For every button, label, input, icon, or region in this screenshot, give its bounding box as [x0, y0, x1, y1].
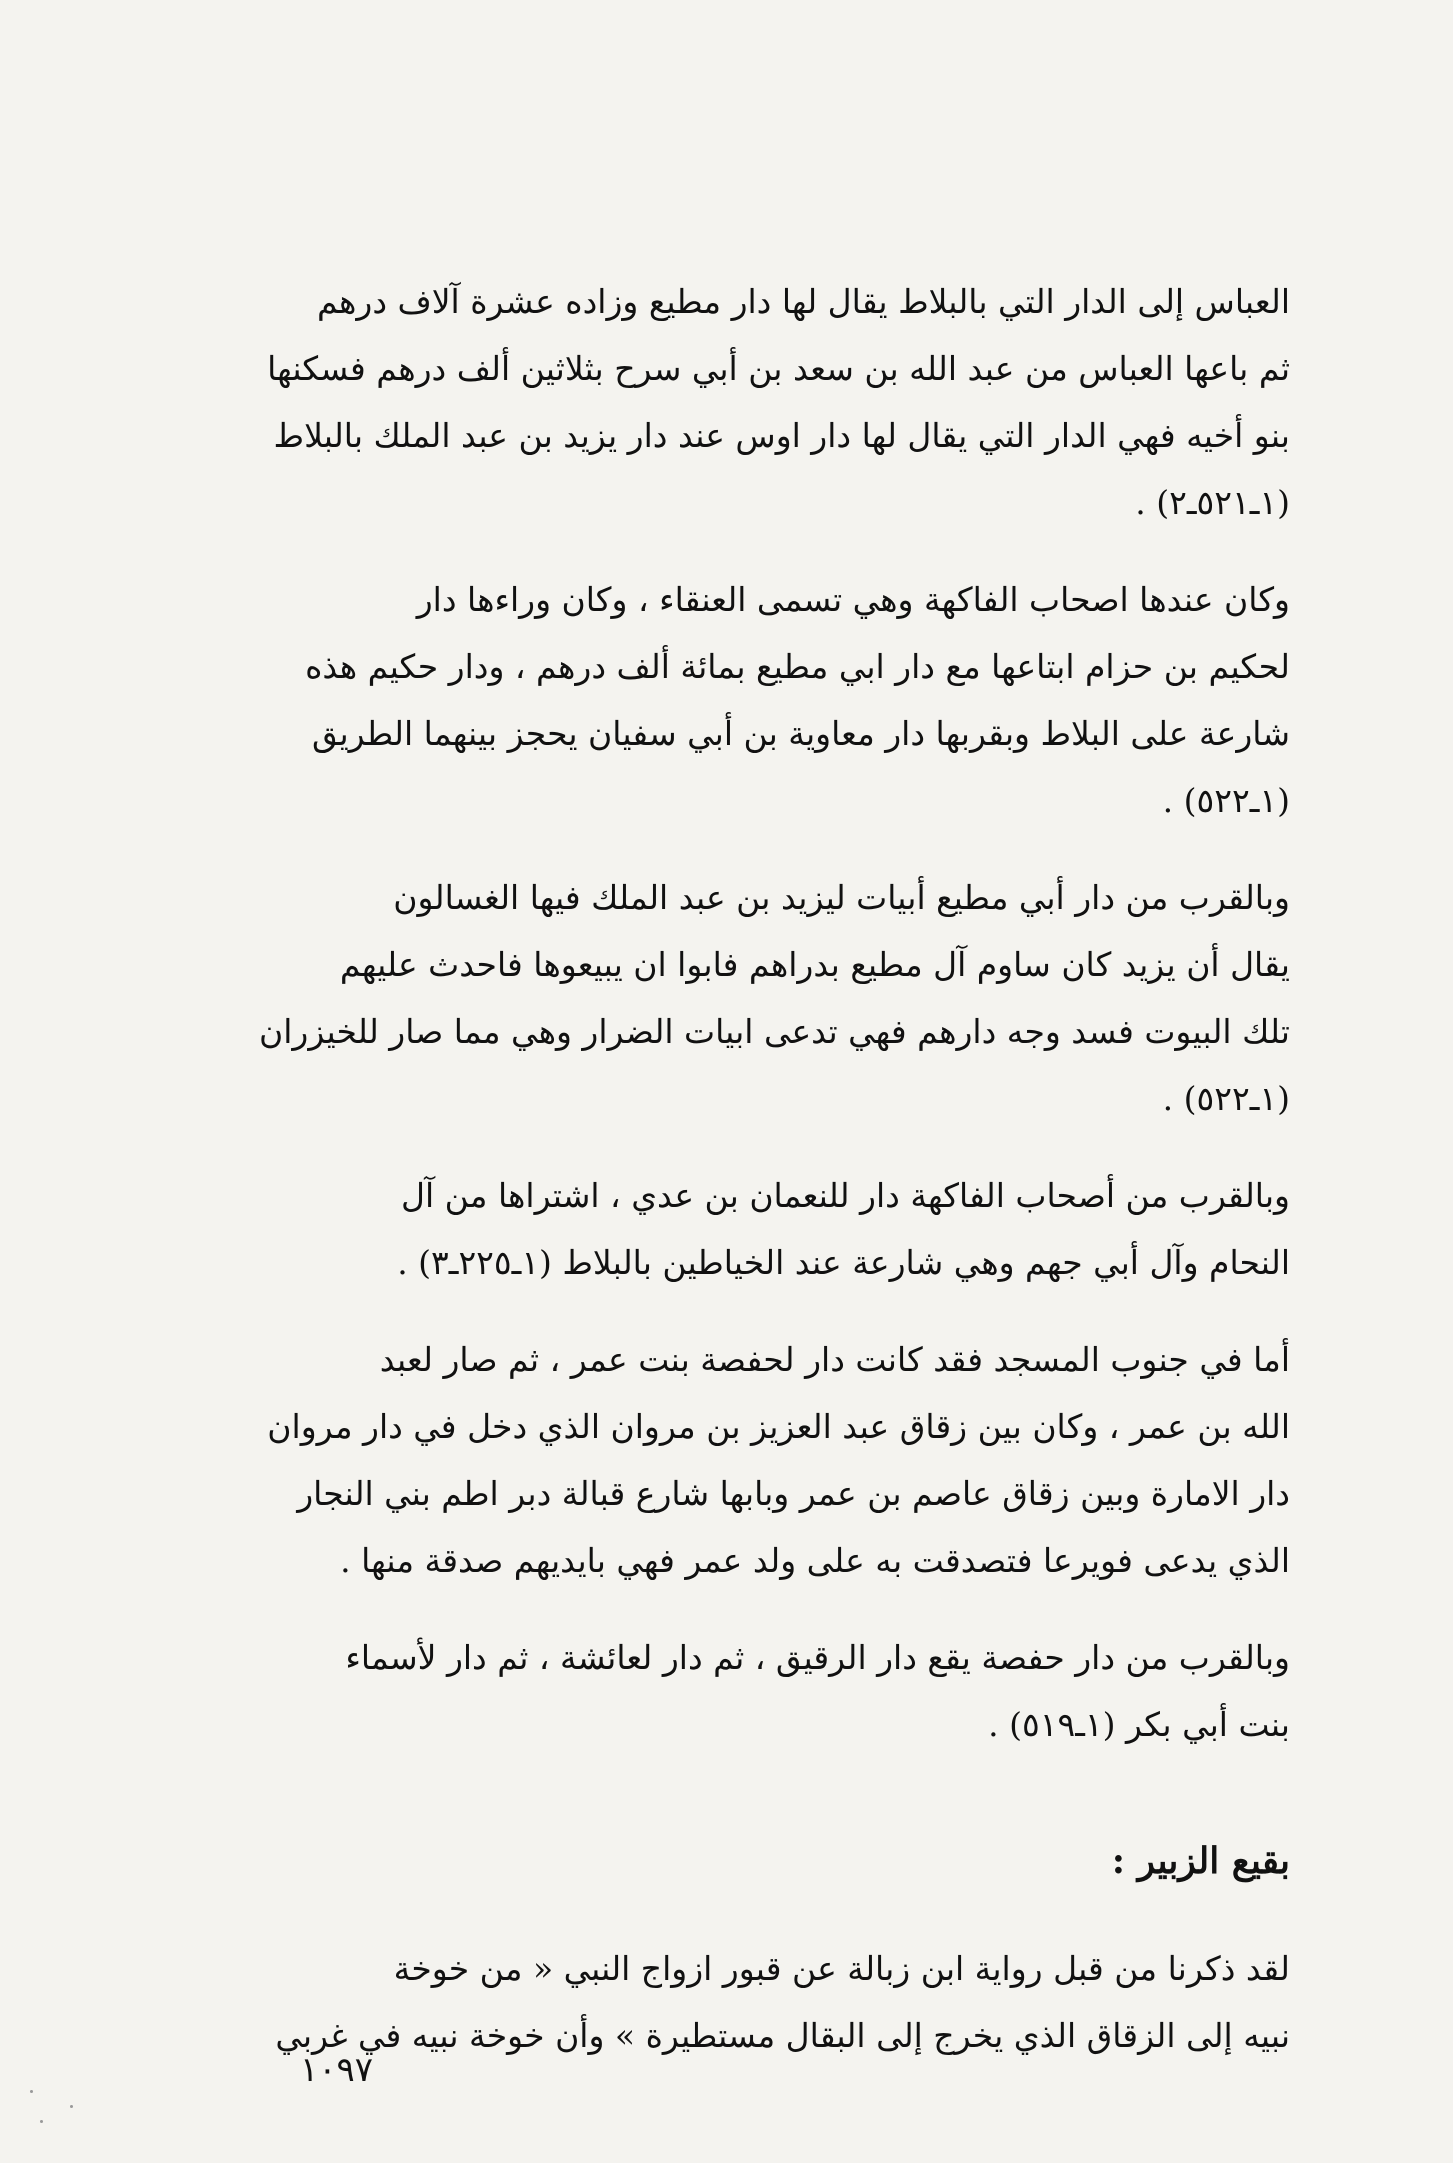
paragraph: [160, 268, 1290, 536]
text-line: بنت أبي بكر (١ـ٥١٩) .: [988, 1705, 1290, 1744]
text-line: ثم باعها العباس من عبد الله بن سعد بن أبي سرح بثلاثين ألف درهم فسكنها: [267, 349, 1290, 388]
scan-speck: [70, 2105, 73, 2108]
paragraph: [160, 1162, 1290, 1296]
text-line: لقد ذكرنا من قبل رواية ابن زبالة عن قبور ازواج النبي « من خوخة: [393, 1949, 1290, 1988]
text-line: لحكيم بن حزام ابتاعها مع دار ابي مطيع بمائة ألف درهم ، ودار حكيم هذه: [305, 647, 1290, 686]
text-line: يقال أن يزيد كان ساوم آل مطيع بدراهم فابوا ان يبيعوها فاحدث عليهم: [339, 945, 1290, 984]
scan-speck: [40, 2120, 43, 2123]
paragraph: [160, 566, 1290, 834]
text-line: (١ـ٥٢١ـ٢) .: [1135, 483, 1290, 522]
text-line: وبالقرب من دار أبي مطيع أبيات ليزيد بن عبد الملك فيها الغسالون: [393, 878, 1290, 917]
text-line: وكان عندها اصحاب الفاكهة وهي تسمى العنقاء ، وكان وراءها دار: [416, 580, 1290, 619]
text-line: النحام وآل أبي جهم وهي شارعة عند الخياطين بالبلاط (١ـ٢٢٥ـ٣) .: [397, 1243, 1290, 1282]
text-line: دار الامارة وبين زقاق عاصم بن عمر وبابها شارع قبالة دبر اطم بني النجار: [297, 1474, 1290, 1513]
paragraph: [160, 864, 1290, 1132]
text-line: الذي يدعى فويرعا فتصدقت به على ولد عمر فهي بايديهم صدقة منها .: [340, 1541, 1290, 1580]
text-line: نبيه إلى الزقاق الذي يخرج إلى البقال مستطيرة » وأن خوخة نبيه في غربي: [275, 2016, 1290, 2055]
paragraph: [160, 1935, 1290, 2069]
text-line: بنو أخيه فهي الدار التي يقال لها دار اوس عند دار يزيد بن عبد الملك بالبلاط: [273, 416, 1290, 455]
text-line: أما في جنوب المسجد فقد كانت دار لحفصة بنت عمر ، ثم صار لعبد: [379, 1340, 1290, 1379]
section-heading: بقيع الزبير :: [1111, 1840, 1290, 1882]
text-line: الله بن عمر ، وكان بين زقاق عبد العزيز بن مروان الذي دخل في دار مروان: [267, 1407, 1290, 1446]
paragraph: [160, 1326, 1290, 1594]
text-line: (١ـ٥٢٢) .: [1162, 781, 1290, 820]
paragraph: [160, 1624, 1290, 1758]
scan-speck: [30, 2090, 33, 2093]
text-line: تلك البيوت فسد وجه دارهم فهي تدعى ابيات الضرار وهي مما صار للخيزران: [258, 1012, 1290, 1051]
page-number: ١٠٩٧: [300, 2050, 374, 2090]
text-line: العباس إلى الدار التي بالبلاط يقال لها دار مطيع وزاده عشرة آلاف درهم: [317, 282, 1290, 321]
text-body: [160, 268, 1290, 2069]
text-line: وبالقرب من دار حفصة يقع دار الرقيق ، ثم دار لعائشة ، ثم دار لأسماء: [345, 1638, 1290, 1677]
text-line: وبالقرب من أصحاب الفاكهة دار للنعمان بن عدي ، اشتراها من آل: [401, 1176, 1290, 1215]
text-line: شارعة على البلاط وبقربها دار معاوية بن أبي سفيان يحجز بينهما الطريق: [311, 714, 1290, 753]
text-line: (١ـ٥٢٢) .: [1162, 1079, 1290, 1118]
